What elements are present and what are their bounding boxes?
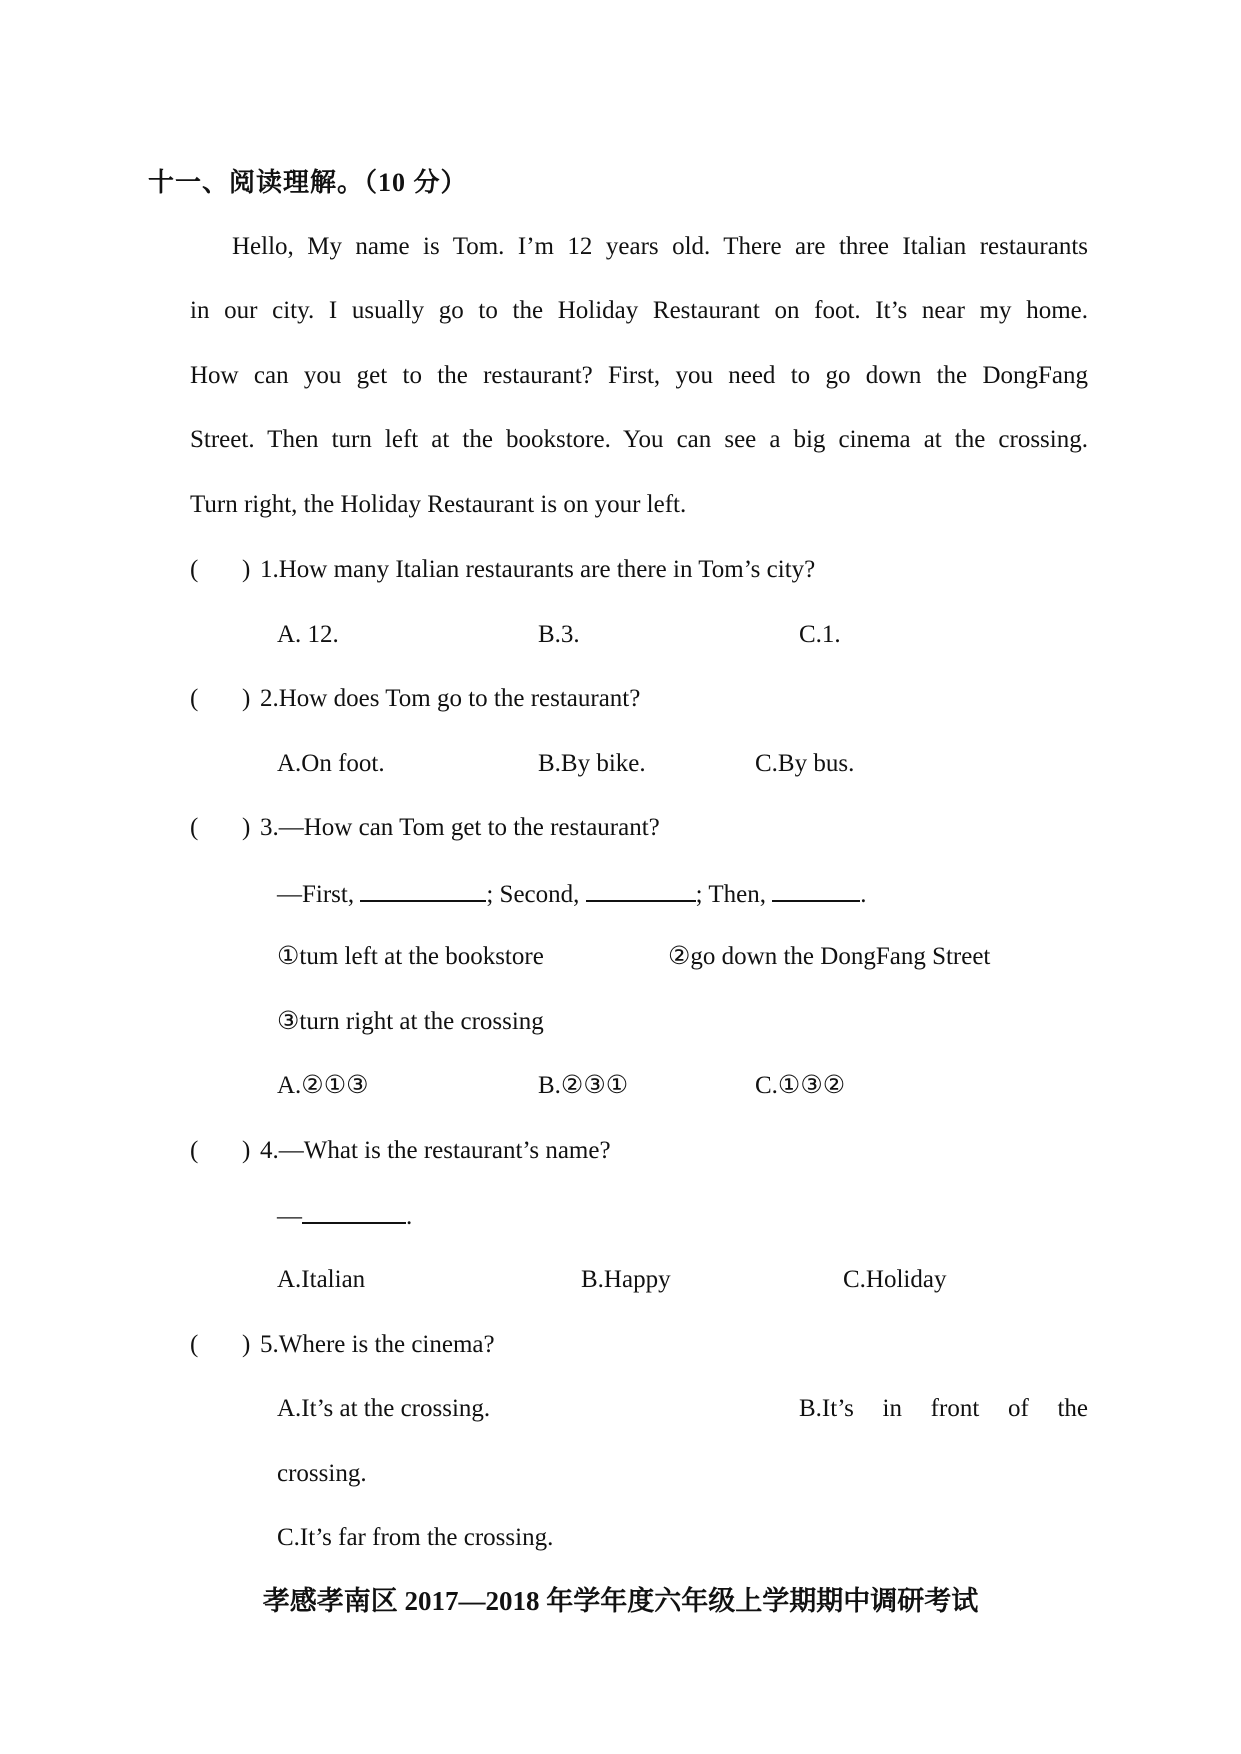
q4-question: 4.—What is the restaurant’s name? [260, 1137, 611, 1164]
q5-option-a[interactable]: A.It’s at the crossing. [277, 1395, 491, 1422]
q3-choice-1: ①tum left at the bookstore [277, 943, 544, 970]
passage-line-1: Hello, My name is Tom. I’m 12 years old. There are three Italian restaurants [232, 233, 1088, 260]
q4-option-c[interactable]: C.Holiday [843, 1266, 947, 1293]
passage-line-4: Street. Then turn left at the bookstore. You can see a big cinema at the crossing. [190, 426, 1088, 453]
q3-answer-then: ; Then, [695, 881, 773, 908]
q4-answer-line [277, 1200, 412, 1232]
q1-option-b[interactable]: B.3. [538, 621, 580, 648]
q5-question: 5.Where is the cinema? [260, 1331, 495, 1358]
q4-option-b[interactable]: B.Happy [581, 1266, 671, 1293]
q5-option-b[interactable]: B.It’s in front of the [799, 1395, 1088, 1422]
q3-blank-first[interactable] [360, 878, 486, 902]
q3-blank-then[interactable] [772, 878, 860, 902]
q4-answer-end: . [406, 1203, 413, 1230]
q2-option-c[interactable]: C.By bus. [755, 750, 855, 777]
q5-paren-open: ( [190, 1331, 199, 1358]
q2-paren-close: ) [242, 685, 251, 712]
q1-paren-close: ) [242, 556, 251, 583]
exam-title-footer: 孝感孝南区 2017—2018 年学年度六年级上学期期中调研考试 [262, 1586, 979, 1616]
q5-option-c[interactable]: C.It’s far from the crossing. [277, 1524, 554, 1551]
q3-question: 3.—How can Tom get to the restaurant? [260, 814, 660, 841]
q4-paren-open: ( [190, 1137, 199, 1164]
q3-answer-end: . [860, 881, 867, 908]
q3-paren-open: ( [190, 814, 199, 841]
q4-option-a[interactable]: A.Italian [277, 1266, 366, 1293]
q3-answer-prefix: —First, [277, 881, 361, 908]
q2-question: 2.How does Tom go to the restaurant? [260, 685, 641, 712]
q3-option-c[interactable]: C.①③② [755, 1072, 846, 1099]
passage-line-2: in our city. I usually go to the Holiday Restaurant on foot. It’s near my home. [190, 297, 1088, 324]
q3-blank-second[interactable] [586, 878, 696, 902]
passage-line-5: Turn right, the Holiday Restaurant is on your left. [190, 491, 687, 518]
q3-answer-second: ; Second, [486, 881, 586, 908]
q3-choice-2: ②go down the DongFang Street [668, 943, 991, 970]
q1-option-a[interactable]: A. 12. [277, 621, 339, 648]
q3-answer-line [277, 878, 867, 910]
q4-blank[interactable] [302, 1200, 406, 1224]
q2-paren-open: ( [190, 685, 199, 712]
passage-line-3: How can you get to the restaurant? First, you need to go down the DongFang [190, 362, 1088, 389]
q4-paren-close: ) [242, 1137, 251, 1164]
q1-paren-open: ( [190, 556, 199, 583]
q1-option-c[interactable]: C.1. [799, 621, 841, 648]
q2-option-a[interactable]: A.On foot. [277, 750, 385, 777]
section-title: 十一、阅读理解。（10 分） [148, 168, 468, 197]
q1-question: 1.How many Italian restaurants are there in Tom’s city? [260, 556, 816, 583]
q5-paren-close: ) [242, 1331, 251, 1358]
q3-choice-3: ③turn right at the crossing [277, 1008, 544, 1035]
q3-paren-close: ) [242, 814, 251, 841]
q2-option-b[interactable]: B.By bike. [538, 750, 646, 777]
q4-answer-prefix: — [277, 1203, 302, 1230]
q3-option-b[interactable]: B.②③① [538, 1072, 629, 1099]
q3-option-a[interactable]: A.②①③ [277, 1072, 369, 1099]
q5-option-b-continued[interactable]: crossing. [277, 1460, 367, 1487]
